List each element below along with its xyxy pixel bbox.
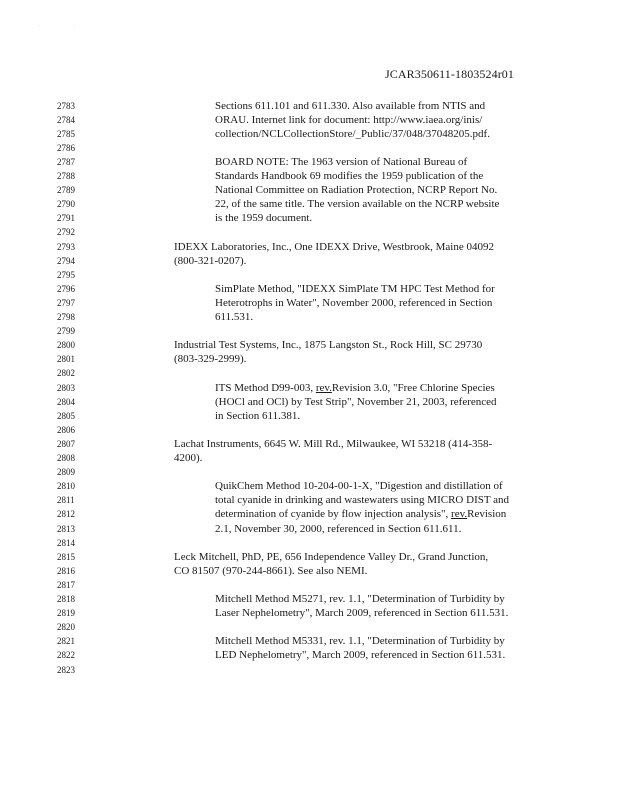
line-text	[215, 493, 509, 507]
text-run: ITS Method D99-003,	[215, 381, 316, 394]
line-text	[215, 409, 300, 423]
line-number: 2798	[57, 312, 75, 322]
text-run: Lachat Instruments, 6645 W. Mill Rd., Milwaukee, WI 53218 (414-358-	[174, 437, 493, 450]
document-line	[0, 155, 618, 169]
line-text	[215, 310, 253, 324]
document-line	[0, 522, 618, 536]
line-text	[174, 240, 494, 254]
document-line	[0, 352, 618, 366]
line-number: 2789	[57, 185, 75, 196]
line-number: 2812	[57, 509, 75, 520]
document-line	[0, 183, 618, 197]
line-text	[215, 197, 499, 211]
document-line	[0, 338, 618, 352]
line-text	[174, 254, 246, 268]
line-number: 2815	[57, 551, 75, 562]
text-run: LED Nephelometry", March 2009, referenced in Section 611.531.	[215, 649, 506, 662]
line-text	[215, 592, 505, 606]
line-number: 2802	[57, 368, 75, 379]
corner-mark: .	[38, 22, 40, 28]
text-run: Revision	[467, 508, 507, 521]
document-line	[0, 451, 618, 465]
document-line	[0, 268, 618, 282]
document-line	[0, 296, 618, 310]
document-line	[0, 254, 618, 268]
text-run: is the 1959 document.	[215, 212, 313, 225]
line-number: 2816	[57, 565, 75, 576]
text-run: Standards Handbook 69 modifies the 1959 publication of the	[215, 170, 484, 182]
line-text	[215, 507, 506, 521]
line-number: 2814	[57, 537, 75, 548]
document-line	[0, 536, 618, 550]
line-text	[215, 155, 467, 169]
line-text	[215, 479, 503, 493]
line-number: 2796	[57, 283, 75, 294]
document-line	[0, 648, 618, 662]
line-number: 2799	[57, 326, 75, 337]
line-number: 2805	[57, 410, 75, 421]
line-number: 2804	[57, 396, 75, 407]
text-run: Leck Mitchell, PhD, PE, 656 Independence Valley Dr., Grand Junction,	[174, 550, 489, 563]
line-number: 2823	[57, 664, 75, 675]
text-run: (803-329-2999).	[174, 353, 247, 366]
text-run: BOARD NOTE: The 1963 version of National Bureau of	[215, 155, 468, 168]
line-number: 2807	[57, 438, 75, 449]
text-run: Heterotrophs in Water", November 2000, referenced in Section	[215, 296, 493, 309]
line-number: 2813	[57, 523, 75, 534]
line-text	[215, 169, 483, 183]
document-line	[0, 310, 618, 324]
document-line	[0, 127, 618, 141]
line-number: 2808	[57, 453, 75, 463]
document-line	[0, 395, 618, 409]
document-line	[0, 409, 618, 423]
line-number: 2820	[57, 622, 75, 633]
document-line	[0, 479, 618, 493]
line-text	[174, 451, 202, 465]
document-line	[0, 634, 618, 648]
line-number: 2822	[57, 650, 75, 661]
document-line	[0, 113, 618, 127]
line-text	[215, 395, 497, 409]
line-text	[174, 564, 367, 578]
line-number: 2791	[57, 213, 75, 224]
text-run: Mitchell Method M5331, rev. 1.1, "Determination of Turbidity by	[215, 635, 505, 648]
line-number: 2783	[57, 100, 75, 111]
document-line	[0, 169, 618, 183]
document-line	[0, 606, 618, 620]
line-text	[174, 352, 246, 366]
document-line	[0, 423, 618, 437]
line-number: 2806	[57, 424, 75, 435]
line-number: 2788	[57, 171, 75, 181]
document-line	[0, 437, 618, 451]
text-run: National Committee on Radiation Protection, NCRP Report No.	[215, 184, 498, 197]
line-number: 2811	[57, 495, 75, 506]
document-line	[0, 465, 618, 479]
document-line	[0, 141, 618, 155]
document-line	[0, 282, 618, 296]
line-text	[215, 381, 495, 395]
text-run: Laser Nephelometry", March 2009, referenced in Section 611.531.	[215, 607, 509, 620]
line-number: 2792	[57, 227, 75, 238]
document-line	[0, 324, 618, 338]
line-text	[215, 99, 485, 113]
struck-revision-text: rev.	[451, 508, 468, 521]
document-line	[0, 197, 618, 211]
document-line	[0, 620, 618, 634]
line-number: 2809	[57, 467, 75, 478]
text-run: total cyanide in drinking and wastewaters using MICRO DIST and	[215, 494, 509, 507]
document-line	[0, 550, 618, 564]
line-number: 2817	[57, 579, 75, 590]
line-text	[215, 113, 482, 127]
text-run: in Section 611.381.	[215, 409, 301, 422]
text-run: 2.1, November 30, 2000, referenced in Section 611.611.	[215, 522, 462, 535]
text-run: Mitchell Method M5271, rev. 1.1, "Determination of Turbidity by	[215, 593, 505, 605]
document-line	[0, 507, 618, 521]
line-number: 2818	[57, 594, 75, 604]
document-line	[0, 493, 618, 507]
text-run: 4200).	[174, 452, 203, 464]
line-number: 2787	[57, 156, 75, 167]
document-line	[0, 592, 618, 606]
document-line	[0, 99, 618, 113]
line-text	[174, 550, 488, 564]
text-run: collection/NCLCollectionStore/_Public/37/048/37048205.pdf.	[215, 127, 490, 140]
line-text	[215, 211, 312, 225]
line-number: 2821	[57, 636, 75, 647]
text-run: IDEXX Laboratories, Inc., One IDEXX Drive, Westbrook, Maine 04092	[174, 240, 494, 253]
text-run: (800-321-0207).	[174, 254, 247, 267]
line-number: 2795	[57, 269, 75, 280]
line-number: 2819	[57, 608, 75, 619]
document-line	[0, 381, 618, 395]
corner-mark: .	[74, 22, 76, 28]
line-number: 2784	[57, 114, 75, 125]
text-run: ORAU. Internet link for document: http://www.iaea.org/inis/	[215, 113, 483, 126]
document-line	[0, 211, 618, 225]
document-line	[0, 578, 618, 592]
text-run: 611.531.	[215, 311, 254, 323]
line-text	[215, 606, 508, 620]
line-text	[215, 282, 495, 296]
document-line	[0, 225, 618, 239]
line-number: 2801	[57, 354, 75, 365]
line-number: 2810	[57, 481, 75, 492]
line-number: 2797	[57, 297, 75, 308]
text-run: Revision 3.0, "Free Chlorine Species	[331, 381, 495, 394]
line-text	[215, 648, 505, 662]
text-run: CO 81507 (970-244-8661). See also NEMI.	[174, 564, 368, 577]
document-line	[0, 663, 618, 677]
document-line	[0, 366, 618, 380]
text-run: Sections 611.101 and 611.330. Also available from NTIS and	[215, 99, 486, 112]
document-line	[0, 564, 618, 578]
text-run: determination of cyanide by flow injection analysis",	[215, 508, 452, 521]
line-text	[215, 296, 492, 310]
line-number: 2785	[57, 128, 75, 139]
line-number: 2794	[57, 255, 75, 266]
line-number: 2803	[57, 382, 75, 393]
struck-revision-text: rev.	[315, 381, 332, 394]
text-run: QuikChem Method 10-204-00-1-X, "Digestion and distillation of	[215, 480, 503, 493]
line-text	[215, 634, 505, 648]
line-text	[215, 522, 461, 536]
line-text	[215, 183, 497, 197]
line-text	[174, 437, 492, 451]
text-run: 22, of the same title. The version available on the NCRP website	[215, 198, 500, 211]
line-text	[215, 127, 490, 141]
line-text	[174, 338, 482, 352]
document-id: JCAR350611-1803524r01	[385, 67, 514, 81]
text-run: Industrial Test Systems, Inc., 1875 Langston St., Rock Hill, SC 29730	[174, 339, 483, 352]
text-run: (HOCl and OCl) by Test Strip", November 21, 2003, referenced	[215, 395, 497, 408]
text-run: SimPlate Method, "IDEXX SimPlate TM HPC Test Method for	[215, 282, 495, 295]
document-line	[0, 240, 618, 254]
line-number: 2786	[57, 142, 75, 153]
line-number: 2793	[57, 241, 75, 252]
line-number: 2790	[57, 199, 75, 210]
line-number: 2800	[57, 340, 75, 351]
